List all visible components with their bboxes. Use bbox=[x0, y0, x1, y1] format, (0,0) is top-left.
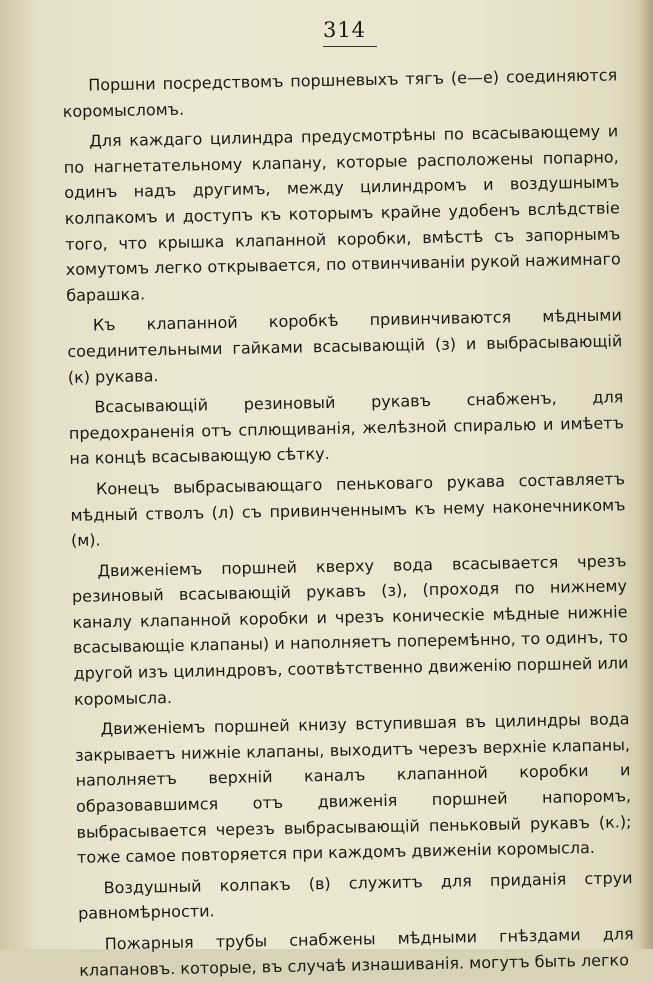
paragraph-valves: Для каждаго цилиндра предусмотрѣны по всасывающему и по нагнетательному клапану, которые расположены попарно, одинъ надъ другимъ, между цилиндромъ и воздушнымъ колпакомъ и доступъ къ которымъ крайне удобенъ вслѣдствіе того, что крышка клапанной коробки, вмѣстѣ съ запорнымъ хомутомъ легко открывается, по отвинчиваніи рукой нажимнаго барашка. bbox=[63, 121, 621, 305]
paragraph-pistons: Поршни посредствомъ поршневыхъ тягъ (е—е) соединяются коромысломъ. bbox=[62, 65, 618, 121]
paragraph-air-chamber: Воздушный колпакъ (в) служитъ для приданія струи равномѣрности. bbox=[77, 868, 633, 924]
body-text bbox=[62, 62, 634, 983]
page-edge-shadow bbox=[639, 0, 653, 949]
paragraph-discharge-hose: Конецъ выбрасывающаго пеньковаго рукава составляетъ мѣдный стволъ (л) съ привинченнымъ къ нему наконечникомъ (м). bbox=[70, 469, 626, 551]
paragraph-suction-hose: Всасывающій резиновый рукавъ снабженъ, для предохраненія отъ сплющиванія, желѣзной спиралью и имѣетъ на концѣ всасывающую сѣтку. bbox=[68, 387, 624, 469]
page-number-rule bbox=[323, 46, 377, 47]
page-number: 314 bbox=[322, 18, 367, 42]
paragraph-valve-seats: Пожарныя трубы снабжены мѣдными гнѣздами для клапановъ. которые, въ случаѣ изнашиванія. могутъ быть легко bbox=[79, 924, 634, 980]
paragraph-upstroke: Движеніемъ поршней кверху вода всасывается чрезъ резиновый всасывающій рукавъ (з), (проходя по нижнему каналу клапанной коробки и чрезъ коническіе мѣдные нижніе всасывающіе клапаны) и наполняетъ поперемѣнно, то одинъ, то другой изъ цилиндровъ, соотвѣтственно движенію поршней или коромысла. bbox=[71, 550, 629, 709]
paragraph-downstroke: Движеніемъ поршней книзу вступившая въ цилиндры вода закрываетъ нижніе клапаны, выходитъ черезъ верхніе клапаны, наполняетъ верхній каналъ клапанной коробки и образовавшимся отъ движенія поршней напоромъ, выбрасывается черезъ выбрасывающій пеньковый рукавъ (к.); тоже самое повторяется при каждомъ движеніи коромысла. bbox=[74, 709, 632, 868]
paragraph-sleeves: Къ клапанной коробкѣ привинчиваются мѣдными соединительными гайками всасывающій (з) и выбрасывающій (к) рукава. bbox=[67, 305, 623, 387]
